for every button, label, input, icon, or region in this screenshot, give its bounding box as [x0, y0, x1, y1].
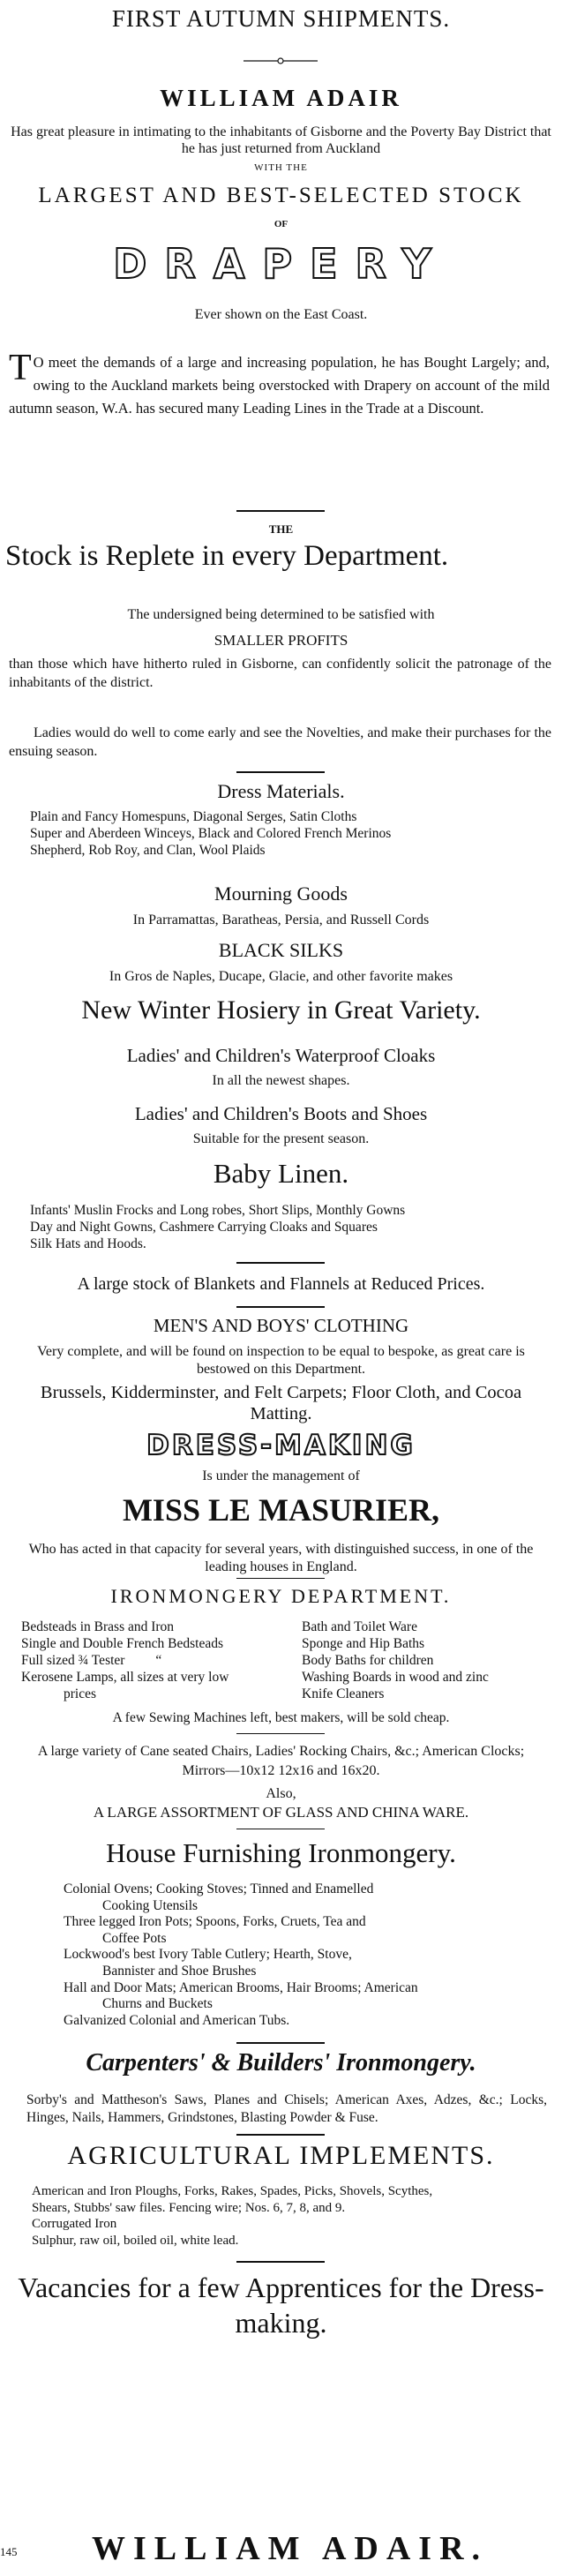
list-item: Single and Double French Bedsteads	[21, 1636, 224, 1651]
undersigned-line: The undersigned being determined to be satisfied with	[127, 607, 435, 622]
list-item: Body Baths for children	[302, 1653, 434, 1668]
dressmaking-under: Is under the management of	[202, 1468, 360, 1483]
carpenters-heading: Carpenters' & Builders' Ironmongery.	[86, 2049, 476, 2077]
main-title: FIRST AUTUMN SHIPMENTS.	[111, 5, 451, 32]
ironmongery-right-column	[302, 1618, 551, 1702]
miss-le-masurier: MISS LE MASURIER,	[122, 1492, 440, 1528]
boots-heading: Ladies' and Children's Boots and Shoes	[134, 1103, 428, 1124]
cloaks-line: In all the newest shapes.	[212, 1073, 350, 1088]
list-item: Silk Hats and Hoods.	[30, 1236, 146, 1251]
list-item: Corrugated Iron	[32, 2217, 117, 2232]
dressmaking-text: Who has acted in that capacity for several years, with distinguished success, in one of the leading houses in England.	[28, 1542, 534, 1574]
carpenters-text: Sorby's and Mattheson's Saws, Planes and Chisels; American Axes, Adzes, &c.; Locks, Hinges, Nails, Hammers, Grindstones, Blasting Powder & Fuse.	[26, 2092, 547, 2125]
house-furnishing-heading: House Furnishing Ironmongery.	[106, 1837, 456, 1868]
ironmongery-columns	[21, 1618, 551, 1707]
list-item: Colonial Ovens; Cooking Stoves; Tinned and Enamelled	[64, 1881, 374, 1896]
footer-merchant-name: WILLIAM ADAIR.	[91, 2530, 489, 2567]
list-item: Full sized ¾ Tester “	[21, 1653, 162, 1668]
largest-stock-line: LARGEST AND BEST-SELECTED STOCK	[38, 184, 524, 207]
page-number: 145	[0, 2545, 18, 2558]
black-silks-heading: BLACK SILKS	[218, 939, 344, 961]
ornament-divider-icon	[236, 55, 325, 67]
dressmaking-heading: DRESS-MAKING	[146, 1430, 416, 1461]
cloaks-heading: Ladies' and Children's Waterproof Cloaks	[126, 1045, 436, 1066]
mourning-line: In Parramattas, Baratheas, Persia, and Russell Cords	[132, 912, 430, 928]
house-furnishing-list	[64, 1881, 558, 2029]
list-item: Hall and Door Mats; American Brooms, Hair Brooms; American	[64, 1979, 418, 1995]
vacancies-headline: Vacancies for a few Apprentices for the Dress-making.	[18, 2272, 544, 2339]
list-item: Galvanized Colonial and American Tubs.	[64, 2012, 290, 2028]
dress-materials-heading: Dress Materials.	[217, 780, 345, 802]
list-item: Kerosene Lamps, all sizes at very low	[21, 1670, 229, 1685]
hosiery-headline: New Winter Hosiery in Great Variety.	[81, 995, 481, 1025]
smaller-profits: SMALLER PROFITS	[214, 632, 348, 649]
of-label: OF	[274, 219, 288, 229]
divider-rule	[236, 771, 325, 773]
agricultural-heading: AGRICULTURAL IMPLEMENTS.	[67, 2141, 495, 2170]
list-item: Three legged Iron Pots; Spoons, Forks, Cruets, Tea and	[64, 1914, 366, 1930]
drop-cap: T	[9, 348, 32, 388]
carpets-line: Brussels, Kidderminster, and Felt Carpets; Floor Cloth, and Cocoa Matting.	[40, 1383, 522, 1423]
mens-clothing-heading: MEN'S AND BOYS' CLOTHING	[153, 1315, 409, 1336]
list-item: Coffee Pots	[102, 1930, 167, 1946]
than-those-text: than those which have hitherto ruled in Gisborne, can confidently solicit the patronage of the inhabitants of the district.	[9, 657, 551, 690]
divider-rule	[236, 2134, 325, 2136]
with-the-label: WITH THE	[254, 162, 308, 173]
list-item: Bedsteads in Brass and Iron	[21, 1619, 175, 1634]
ironmongery-heading: IRONMONGERY DEPARTMENT.	[110, 1585, 452, 1607]
chairs-text: A large variety of Cane seated Chairs, Ladies' Rocking Chairs, &c.; American Clocks; Mirrors—10x12 12x16 and 16x20.	[37, 1744, 525, 1778]
blankets-line: A large stock of Blankets and Flannels at Reduced Prices.	[77, 1274, 485, 1294]
intro-text: Has great pleasure in intimating to the inhabitants of Gisborne and the Poverty Bay District that he has just returned from Auckland	[11, 124, 551, 156]
mourning-heading: Mourning Goods	[214, 882, 348, 905]
mens-clothing-text: Very complete, and will be found on inspection to be equal to bespoke, as great care is bestowed on this Department.	[37, 1344, 525, 1377]
list-item: Knife Cleaners	[302, 1686, 385, 1701]
list-item: Cooking Utensils	[102, 1897, 199, 1913]
list-item: Shepherd, Rob Roy, and Clan, Wool Plaids	[30, 843, 266, 858]
list-item: Bath and Toilet Ware	[302, 1619, 417, 1634]
list-item: Infants' Muslin Frocks and Long robes, Short Slips, Monthly Gowns	[30, 1203, 406, 1218]
baby-linen-heading: Baby Linen.	[213, 1158, 349, 1189]
sewing-machines-line: A few Sewing Machines left, best makers, will be sold cheap.	[112, 1710, 450, 1725]
boots-line: Suitable for the present season.	[192, 1131, 370, 1146]
baby-linen-list	[30, 1202, 559, 1252]
the-label: THE	[268, 522, 294, 536]
list-item: Shears, Stubbs' saw files. Fencing wire; Nos. 6, 7, 8, and 9.	[32, 2200, 346, 2215]
ladies-paragraph: Ladies would do well to come early and see the Novelties, and make their purchases for the ensuing season.	[9, 725, 551, 759]
divider-rule	[236, 510, 325, 512]
list-item: Super and Aberdeen Winceys, Black and Colored French Merinos	[30, 826, 392, 841]
merchant-name: WILLIAM ADAIR	[160, 85, 402, 111]
drapery-heading: DRAPERY	[113, 240, 449, 288]
list-item: prices	[64, 1686, 97, 1701]
divider-rule	[236, 2261, 325, 2263]
divider-rule	[236, 2042, 325, 2044]
ever-shown-line: Ever shown on the East Coast.	[194, 307, 368, 322]
ironmongery-left-column	[21, 1618, 286, 1702]
agricultural-list	[32, 2183, 558, 2249]
dress-materials-list	[30, 808, 559, 859]
list-item: Washing Boards in wood and zinc	[302, 1670, 489, 1685]
list-item: Sulphur, raw oil, boiled oil, white lead.	[32, 2233, 239, 2248]
divider-rule	[236, 1578, 325, 1579]
list-item: Lockwood's best Ivory Table Cutlery; Hearth, Stove,	[64, 1947, 352, 1963]
black-silks-line: In Gros de Naples, Ducape, Glacie, and other favorite makes	[109, 969, 453, 984]
divider-rule	[236, 1262, 325, 1264]
stock-replete-headline: Stock is Replete in every Department.	[5, 540, 449, 572]
list-item: Churns and Buckets	[102, 1996, 213, 2012]
list-item: Day and Night Gowns, Cashmere Carrying Cloaks and Squares	[30, 1220, 378, 1235]
also-label: Also,	[266, 1786, 296, 1801]
list-item: American and Iron Ploughs, Forks, Rakes, Spades, Picks, Shovels, Scythes,	[32, 2184, 433, 2198]
list-item: Sponge and Hip Baths	[302, 1636, 425, 1651]
divider-rule	[236, 1733, 325, 1734]
list-item: Plain and Fancy Homespuns, Diagonal Serges, Satin Cloths	[30, 809, 357, 824]
divider-rule	[236, 1306, 325, 1308]
intro-paragraph-text: O meet the demands of a large and increasing population, he has Bought Largely; and, owing to the Auckland markets being overstocked with Drapery on account of the mild autumn season, W.A. has secured many Leading Lines in the Trade at a Discount.	[9, 354, 550, 417]
list-item: Bannister and Shoe Brushes	[102, 1963, 257, 1979]
intro-paragraph	[9, 348, 550, 420]
glass-china-line: A LARGE ASSORTMENT OF GLASS AND CHINA WARE.	[93, 1804, 469, 1821]
